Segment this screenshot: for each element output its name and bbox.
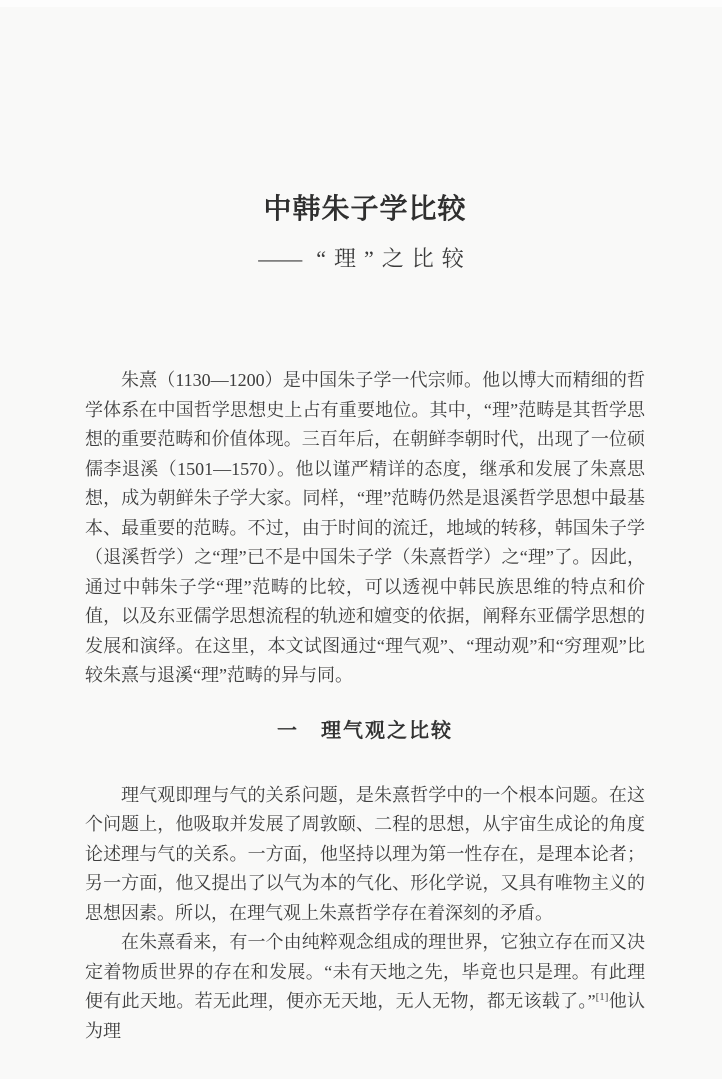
section-paragraph-2-text: 在朱熹看来，有一个由纯粹观念组成的理世界，它独立存在而又决定着物质世界的存在和发展。“未有天地之先，毕竟也只是理。有此理便有此天地。若无此理，便亦无天地，无人无物，都无该载了。” xyxy=(85,932,645,1011)
chapter-subtitle xyxy=(85,245,645,273)
chapter-title: 中韩朱子学比较 xyxy=(263,194,467,225)
section-heading: 一 理气观之比较 xyxy=(277,719,453,742)
section-paragraph-1: 理气观即理与气的关系问题，是朱熹哲学中的一个根本问题。在这个问题上，他吸取并发展了周敦颐、二程的思想，从宇宙生成论的角度论述理与气的关系。一方面，他坚持以理为第一性存在，是理本论者；另一方面，他又提出了以气为本的气化、形化学说，又具有唯物主义的思想因素。所以，在理气观上朱熹哲学存在着深刻的矛盾。 xyxy=(85,784,645,923)
intro-paragraph: 朱熹（1130—1200）是中国朱子学一代宗师。他以博大而精细的哲学体系在中国哲学思想史上占有重要地位。其中，“理”范畴是其哲学思想的重要范畴和价值体现。三百年后，在朝鲜李朝时代，出现了一位硕儒李退溪（1501—1570）。他以谨严精详的态度，继承和发展了朱熹思想，成为朝鲜朱子学大家。同样，“理”范畴仍然是退溪哲学思想中最基本、最重要的范畴。不过，由于时间的流迁，地域的转移，韩国朱子学（退溪哲学）之“理”已不是中国朱子学（朱熹哲学）之“理”了。因此，通过中韩朱子学“理”范畴的比较，可以透视中韩民族思维的特点和价值，以及东亚儒学思想流程的轨迹和嬗变的依据，阐释东亚儒学思想的发展和演绎。在这里，本文试图通过“理气观”、“理动观”和“穷理观”比较朱熹与退溪“理”范畴的异与同。 xyxy=(85,370,645,685)
footnote-ref-1: [1] xyxy=(595,991,609,1003)
chapter-subtitle-text: “理”之比较 xyxy=(316,246,472,271)
section-paragraph-2-continuation: 他认为理 xyxy=(85,991,645,1041)
subtitle-dash: —— xyxy=(258,246,303,271)
section-paragraph-2 xyxy=(85,928,645,1046)
